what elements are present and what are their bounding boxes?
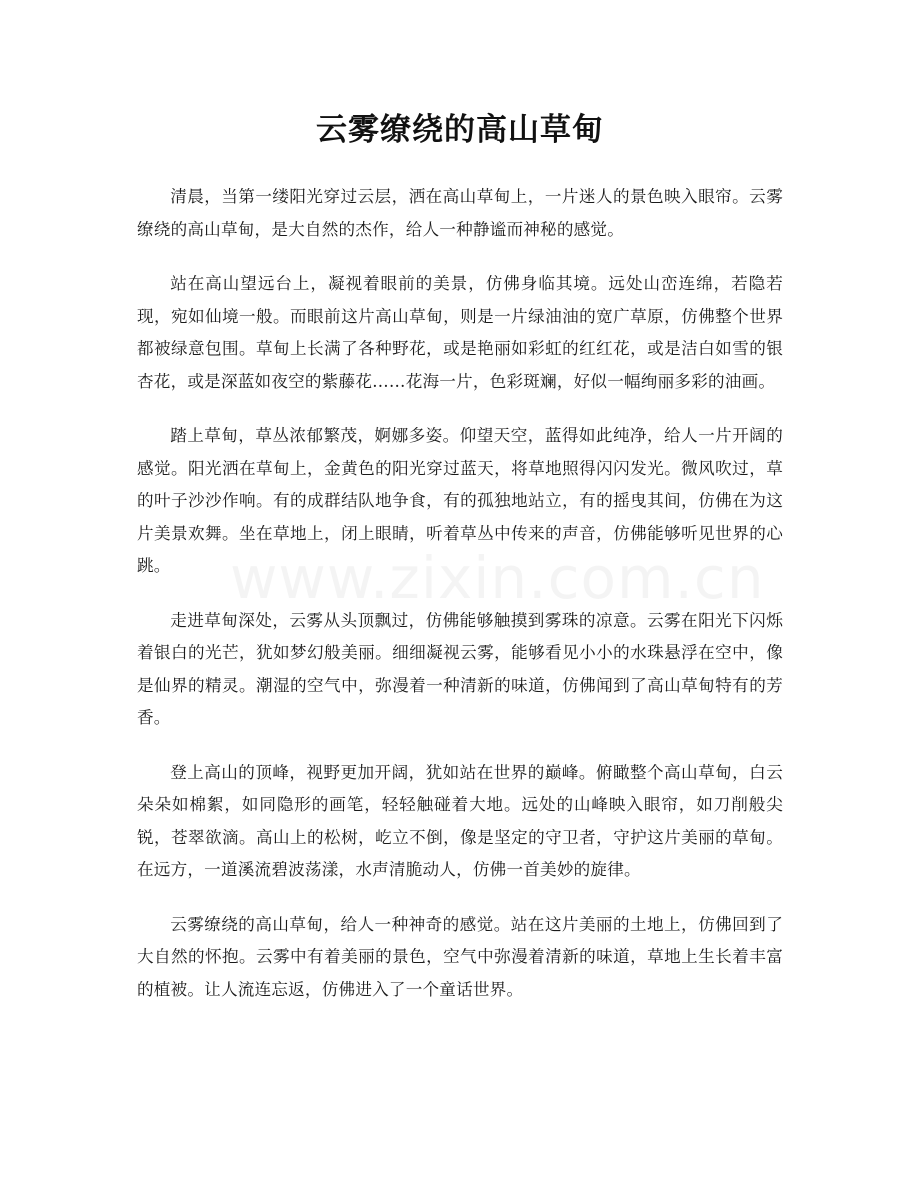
paragraph-4: 走进草甸深处，云雾从头顶飘过，仿佛能够触摸到雾珠的凉意。云雾在阳光下闪烁着银白的光芒，犹如梦幻般美丽。细细凝视云雾，能够看见小小的水珠悬浮在空中，像是仙界的精灵。潮湿的空气中，弥漫着一种清新的味道，仿佛闻到了高山草甸特有的芳香。 <box>137 610 783 727</box>
document-body <box>137 181 783 1028</box>
paragraph-6: 云雾缭绕的高山草甸，给人一种神奇的感觉。站在这片美丽的土地上，仿佛回到了大自然的怀抱。云雾中有着美丽的景色，空气中弥漫着清新的味道，草地上生长着丰富的植被。让人流连忘返，仿佛进入了一个童话世界。 <box>137 914 783 999</box>
document-title: 云雾缭绕的高山草甸 <box>316 112 604 148</box>
paragraph-2: 站在高山望远台上，凝视着眼前的美景，仿佛身临其境。远处山峦连绵，若隐若现，宛如仙境一般。而眼前这片高山草甸，则是一片绿油油的宽广草原，仿佛整个世界都被绿意包围。草甸上长满了各种野花，或是艳丽如彩虹的红红花，或是洁白如雪的银杏花，或是深蓝如夜空的紫藤花……花海一片，色彩斑斓，好似一幅绚丽多彩的油画。 <box>137 274 783 391</box>
paragraph-5: 登上高山的顶峰，视野更加开阔，犹如站在世界的巅峰。俯瞰整个高山草甸，白云朵朵如棉絮，如同隐形的画笔，轻轻触碰着大地。远处的山峰映入眼帘，如刀削般尖锐，苍翠欲滴。高山上的松树，屹立不倒，像是坚定的守卫者，守护这片美丽的草甸。在远方，一道溪流碧波荡漾，水声清脆动人，仿佛一首美妙的旋律。 <box>137 762 783 879</box>
paragraph-1: 清晨，当第一缕阳光穿过云层，洒在高山草甸上，一片迷人的景色映入眼帘。云雾缭绕的高山草甸，是大自然的杰作，给人一种静谧而神秘的感觉。 <box>137 187 783 239</box>
watermark: www.zixin.com.cn <box>230 544 765 612</box>
paragraph-3: 踏上草甸，草丛浓郁繁茂，婀娜多姿。仰望天空，蓝得如此纯净，给人一片开阔的感觉。阳光洒在草甸上，金黄色的阳光穿过蓝天，将草地照得闪闪发光。微风吹过，草的叶子沙沙作响。有的成群结队地争食，有的孤独地站立，有的摇曳其间，仿佛在为这片美景欢舞。坐在草地上，闭上眼睛，听着草丛中传来的声音，仿佛能够听见世界的心跳。 <box>137 426 783 575</box>
